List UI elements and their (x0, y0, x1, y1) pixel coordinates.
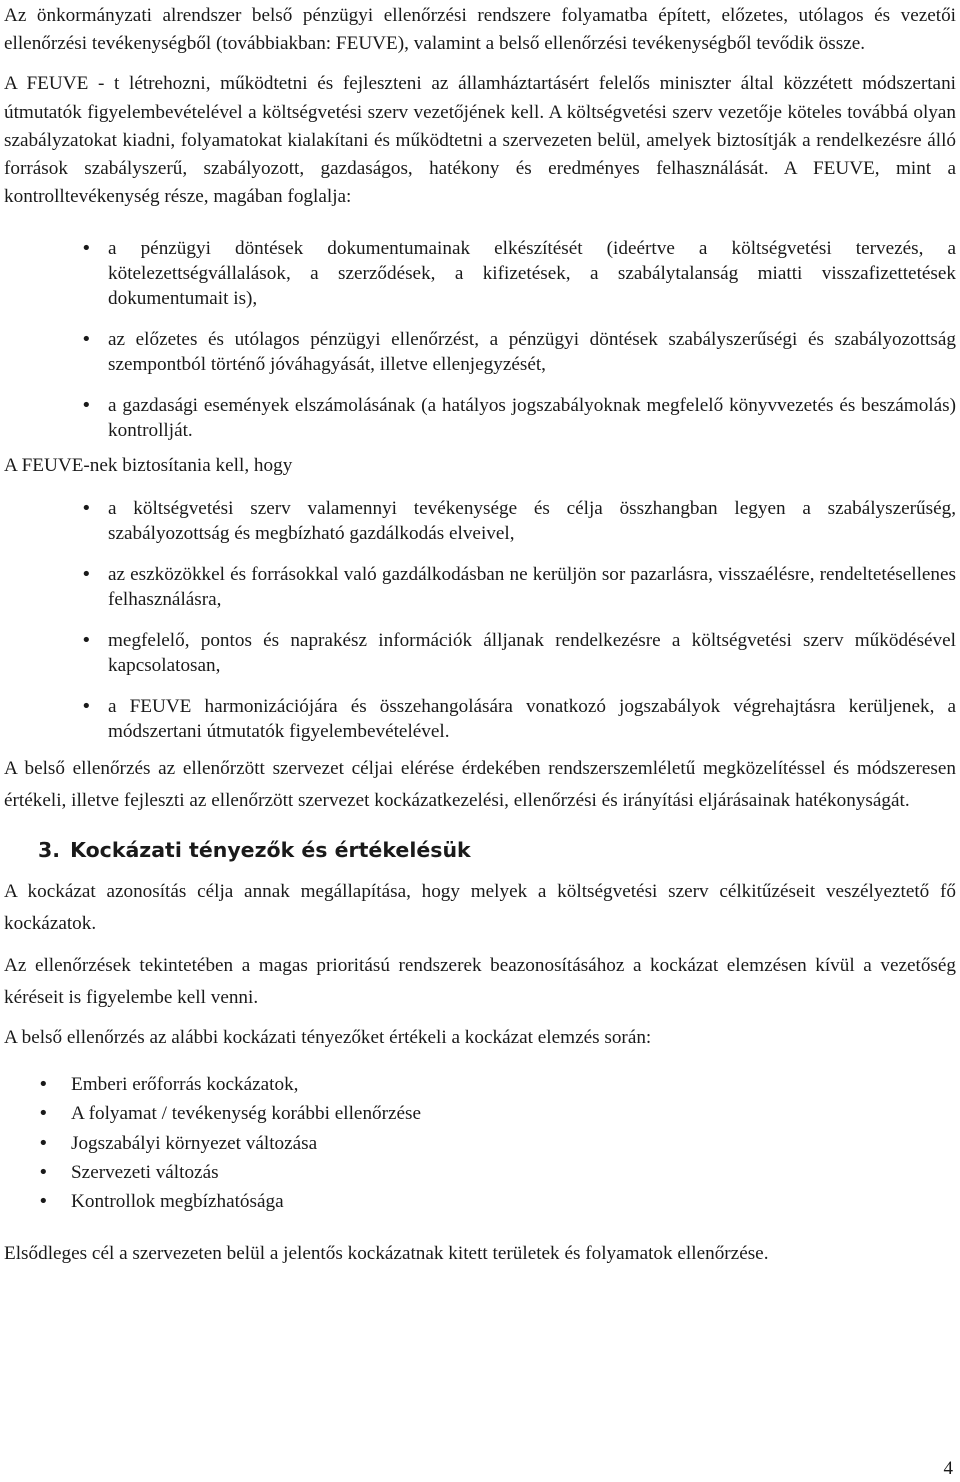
feuve-requirements-heading: A FEUVE-nek biztosítania kell, hogy (4, 455, 293, 476)
list-item: • megfelelő, pontos és naprakész információk álljanak rendelkezésre a költségvetési szerv működésével kapcsolatosan, (4, 629, 956, 679)
list-item: • a pénzügyi döntések dokumentumainak elkészítését (ideértve a költségvetési tervezés, a kötelezettségvállalások, a szerződések, a kifizetések, a szabálytalanság miatti visszafizettetések dokumentumait is), (4, 237, 956, 311)
list-item: • Jogszabályi környezet változása (4, 1129, 956, 1158)
list-item: • a FEUVE harmonizációjára és összehangolására vonatkozó jogszabályok végrehajtásra kerüljenek, a módszertani útmutatók figyelembevételével. (4, 695, 956, 745)
closing-paragraph: Elsődleges cél a szervezeten belül a jelentős kockázatnak kitett területek és folyamatok ellenőrzése. (4, 1243, 769, 1265)
list-item: • az előzetes és utólagos pénzügyi ellenőrzést, a pénzügyi döntések szabályszerűségi és szabályozottság szempontból történő jóváhagyását, illetve ellenjegyzését, (4, 328, 956, 378)
intro-paragraph-1: Az önkormányzati alrendszer belső pénzügyi ellenőrzési rendszere folyamatba épített, előzetes, utólagos és vezetői ellenőrzési tevékenységből (továbbiakban: FEUVE), valamint a belső ellenőrzési tevékenységből tevődik össze. (4, 5, 956, 55)
feuve-requirements-list (4, 497, 956, 745)
list-item: • a költségvetési szerv valamennyi tevékenysége és célja összhangban legyen a szabályszerűség, szabályozottság és megbízható gazdálkodás elveivel, (4, 497, 956, 547)
section-number: 3. (38, 838, 61, 863)
list-item: • az eszközökkel és forrásokkal való gazdálkodásban ne kerüljön sor pazarlásra, visszaélésre, rendeltetésellenes felhasználásra, (4, 563, 956, 613)
internal-audit-paragraph: A belső ellenőrzés az ellenőrzött szervezet céljai elérése érdekében rendszerszemléletű megközelítéssel és módszeresen értékeli, illetve fejleszti az ellenőrzött szervezet kockázatkezelési, ellenőrzési és irányítási eljárásainak hatékonyságát. (4, 758, 956, 811)
section-heading (4, 836, 956, 864)
section-title: Kockázati tényezők és értékelésük (70, 838, 471, 863)
risk-factors-list (4, 1070, 956, 1216)
list-item: • Emberi erőforrás kockázatok, (4, 1070, 956, 1099)
list-item: • Szervezeti változás (4, 1158, 956, 1187)
feuve-components-list (4, 237, 956, 444)
list-item: • a gazdasági események elszámolásának (a hatályos jogszabályoknak megfelelő könyvvezetés és beszámolás) kontrollját. (4, 394, 956, 444)
risk-paragraph-3: A belső ellenőrzés az alábbi kockázati tényezőket értékeli a kockázat elemzés során: (4, 1027, 652, 1049)
list-item: • A folyamat / tevékenység korábbi ellenőrzése (4, 1099, 956, 1128)
page-number: 4 (943, 1458, 953, 1479)
list-item: • Kontrollok megbízhatósága (4, 1187, 956, 1216)
risk-paragraph-2: Az ellenőrzések tekintetében a magas prioritású rendszerek beazonosításához a kockázat elemzésen kívül a vezetőség kéréseit is figyelembe kell venni. (4, 955, 956, 1008)
risk-paragraph-1: A kockázat azonosítás célja annak megállapítása, hogy melyek a költségvetési szerv célkitűzéseit veszélyeztető fő kockázatok. (4, 881, 956, 934)
intro-paragraph-2: A FEUVE - t létrehozni, működtetni és fejleszteni az államháztartásért felelős miniszter által közzétett módszertani útmutatók figyelembevételével a költségvetési szerv vezetőjének kell. A költségvetési szerv vezetője köteles továbbá olyan szabályzatokat kiadni, folyamatokat kialakítani és működtetni a szervezeten belül, amelyek biztosítják a rendelkezésre álló források szabályszerű, szabályozott, gazdaságos, hatékony és eredményes felhasználását. A FEUVE, mint a kontrolltevékenység része, magában foglalja: (4, 73, 956, 208)
